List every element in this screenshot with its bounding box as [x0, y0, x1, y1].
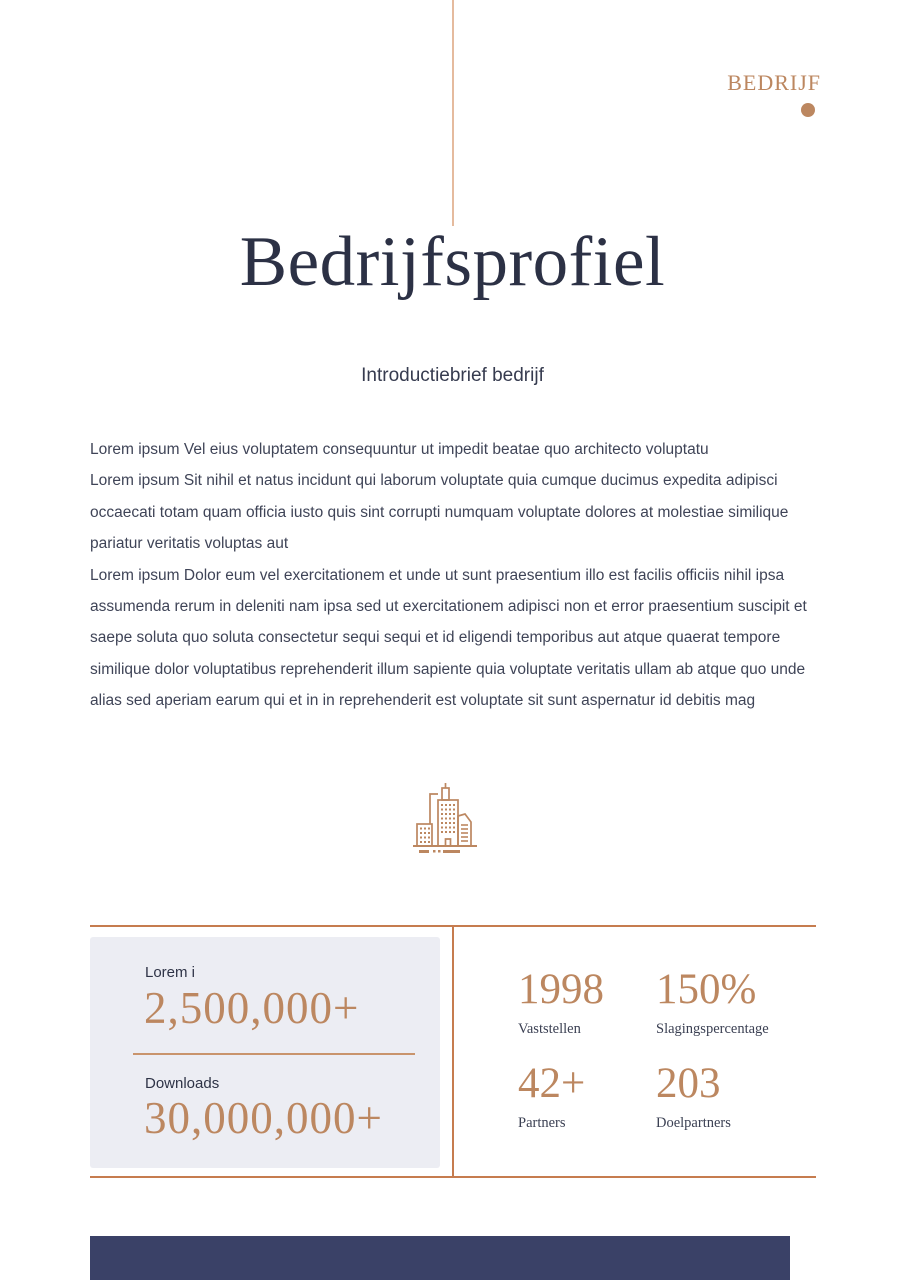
brand-dot-icon	[801, 103, 815, 117]
stat-label: Partners	[518, 1115, 566, 1132]
stat-value: 1998	[518, 966, 604, 1013]
page-title: Bedrijfsprofiel	[239, 223, 666, 301]
stat-slagingspercentage	[656, 966, 856, 1038]
stat-doelpartners	[656, 1060, 856, 1132]
card-divider-line	[133, 1053, 415, 1055]
brand-logo: BEDRIJF	[727, 70, 821, 95]
footer-accent-bar	[90, 1236, 790, 1280]
stat-card-label: Lorem i	[145, 964, 196, 981]
top-divider-line	[452, 0, 454, 226]
paragraph: Lorem ipsum Sit nihil et natus incidunt qui laborum voluptate quia cumque ducimus expedita adipisci occaecati totam quam officia iusto quis sint corrupti numquam voluptate dolores at molestiae similique pariatur veritatis voluptas aut	[90, 472, 789, 553]
stats-card	[90, 937, 440, 1168]
stat-label: Slagingspercentage	[656, 1021, 769, 1038]
stat-label: Vaststellen	[518, 1021, 581, 1038]
stat-label: Doelpartners	[656, 1115, 731, 1132]
stat-card-value: 2,500,000+	[144, 983, 360, 1033]
stat-card-label: Downloads	[145, 1075, 220, 1092]
intro-paragraphs	[90, 434, 817, 717]
stat-value: 150%	[656, 966, 757, 1013]
stat-value: 42+	[518, 1060, 586, 1107]
page-subtitle: Introductiebrief bedrijf	[361, 365, 544, 386]
paragraph: Lorem ipsum Vel eius voluptatem consequuntur ut impedit beatae quo architecto voluptatu	[90, 441, 709, 458]
stats-vertical-divider	[452, 925, 454, 1178]
stat-value: 203	[656, 1060, 721, 1107]
stat-card-value: 30,000,000+	[144, 1093, 383, 1143]
building-icon	[412, 783, 478, 855]
paragraph: Lorem ipsum Dolor eum vel exercitationem et unde ut sunt praesentium illo est facilis officiis nihil ipsa assumenda rerum in deleniti nam ipsa sed ut exercitationem adipisci non et error praesentium suscipit et saepe soluta quo soluta consectetur sequi sequi et id eligendi temporibus aut atque quaerat tempore similique dolor voluptatibus reprehenderit illum sapiente quia voluptate veritatis ullam ab atque quo unde alias sed aperiam earum qui et in in reprehenderit est voluptate sit sunt aspernatur id debitis mag	[90, 566, 807, 710]
